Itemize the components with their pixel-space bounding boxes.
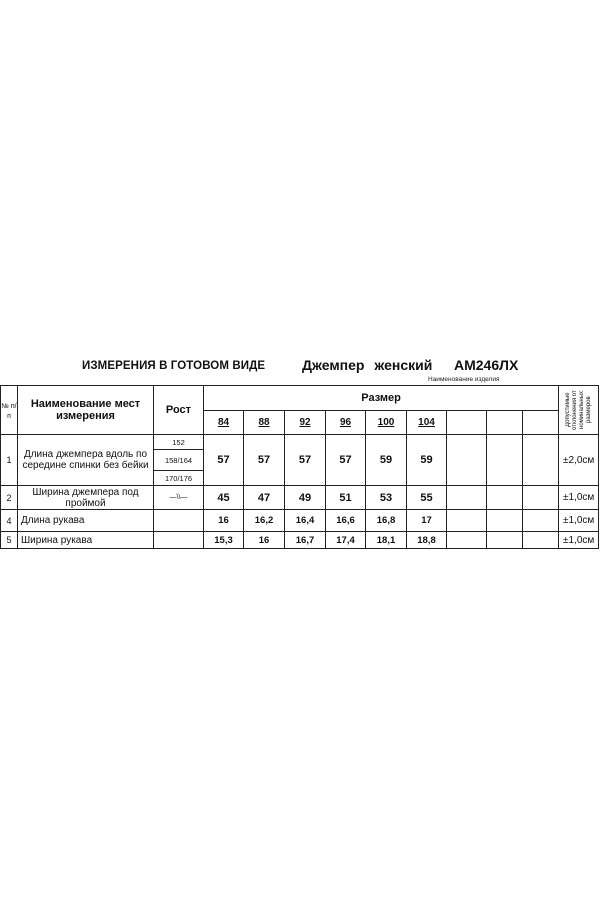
- value-cell: 17: [407, 510, 447, 532]
- row-name: Длина джемпера вдоль по середине спинки без бейки: [18, 435, 154, 486]
- title-product: Джемпер женский: [302, 357, 433, 373]
- title-model: АМ246ЛХ: [454, 357, 519, 373]
- height-mark: —\\—: [154, 486, 204, 510]
- height-158-164: 158/164: [154, 450, 204, 471]
- col-name-header: Наименование мест измерения: [18, 386, 154, 435]
- height-empty: [154, 510, 204, 532]
- empty-cell: [487, 532, 523, 549]
- size-96: 96: [326, 410, 366, 435]
- size-92: 92: [285, 410, 326, 435]
- value-cell: 45: [204, 486, 244, 510]
- empty-cell: [523, 510, 559, 532]
- title-main: ИЗМЕРЕНИЯ В ГОТОВОМ ВИДЕ: [82, 360, 266, 372]
- value-cell: 16: [204, 510, 244, 532]
- value-cell: 57: [326, 435, 366, 486]
- product-caption: Наименование изделия: [428, 376, 500, 383]
- empty-cell: [487, 486, 523, 510]
- empty-cell: [523, 532, 559, 549]
- value-cell: 55: [407, 486, 447, 510]
- tolerance-cell: ±1,0см: [559, 486, 599, 510]
- value-cell: 16,4: [285, 510, 326, 532]
- col-tolerance-header: Допустимые отклонения от номинальных размеров: [559, 386, 599, 435]
- tolerance-cell: ±1,0см: [559, 532, 599, 549]
- value-cell: 16,6: [326, 510, 366, 532]
- height-152: 152: [154, 435, 204, 450]
- size-88: 88: [244, 410, 285, 435]
- size-100: 100: [366, 410, 407, 435]
- empty-cell: [487, 510, 523, 532]
- value-cell: 49: [285, 486, 326, 510]
- table-row: [1, 510, 599, 532]
- tolerance-cell: ±2,0см: [559, 435, 599, 486]
- value-cell: 15,3: [204, 532, 244, 549]
- value-cell: 16,7: [285, 532, 326, 549]
- empty-cell: [487, 435, 523, 486]
- value-cell: 18,8: [407, 532, 447, 549]
- size-empty: [447, 410, 487, 435]
- row-num: 4: [1, 510, 18, 532]
- row-num: 2: [1, 486, 18, 510]
- value-cell: 57: [204, 435, 244, 486]
- value-cell: 57: [285, 435, 326, 486]
- size-84: 84: [204, 410, 244, 435]
- table-row: [1, 435, 599, 450]
- empty-cell: [447, 486, 487, 510]
- height-empty: [154, 532, 204, 549]
- value-cell: 16,8: [366, 510, 407, 532]
- col-height-header: Рост: [154, 386, 204, 435]
- size-104: 104: [407, 410, 447, 435]
- measurements-table: [0, 385, 599, 549]
- empty-cell: [447, 510, 487, 532]
- row-name: Ширина рукава: [18, 532, 154, 549]
- row-name: Длина рукава: [18, 510, 154, 532]
- value-cell: 59: [366, 435, 407, 486]
- height-170-176: 170/176: [154, 471, 204, 486]
- empty-cell: [523, 486, 559, 510]
- value-cell: 17,4: [326, 532, 366, 549]
- value-cell: 53: [366, 486, 407, 510]
- table-row: [1, 532, 599, 549]
- value-cell: 16,2: [244, 510, 285, 532]
- col-num-header: № п/п: [1, 386, 18, 435]
- row-name: Ширина джемпера под проймой: [18, 486, 154, 510]
- document-title: [0, 357, 600, 377]
- empty-cell: [447, 532, 487, 549]
- value-cell: 59: [407, 435, 447, 486]
- value-cell: 18,1: [366, 532, 407, 549]
- row-num: 1: [1, 435, 18, 486]
- col-size-header: Размер: [204, 386, 559, 411]
- empty-cell: [447, 435, 487, 486]
- header-row: [1, 386, 599, 411]
- tolerance-cell: ±1,0см: [559, 510, 599, 532]
- value-cell: 16: [244, 532, 285, 549]
- size-empty: [523, 410, 559, 435]
- value-cell: 51: [326, 486, 366, 510]
- row-num: 5: [1, 532, 18, 549]
- table-row: [1, 486, 599, 510]
- value-cell: 47: [244, 486, 285, 510]
- empty-cell: [523, 435, 559, 486]
- value-cell: 57: [244, 435, 285, 486]
- size-empty: [487, 410, 523, 435]
